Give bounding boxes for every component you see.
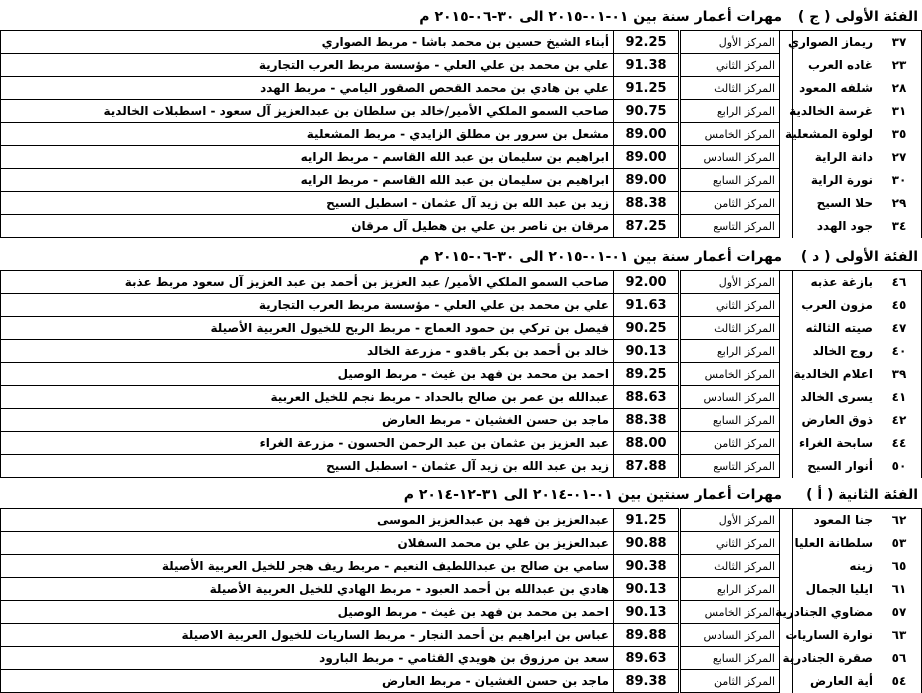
horse-name: أية العارض	[793, 670, 878, 693]
category-label: الفئة الأولى ( د )	[800, 249, 918, 265]
column-gap	[780, 363, 793, 386]
column-gap	[780, 509, 793, 532]
results-section	[0, 244, 922, 478]
score-value: 90.38	[614, 555, 680, 578]
table-row	[1, 317, 922, 340]
entry-number: ٣٤	[877, 215, 922, 238]
column-gap	[780, 409, 793, 432]
owner-name: هادي بن عبدالله بن أحمد العبود - مربط الهادي للخيل العربية الأصيلة	[1, 578, 614, 601]
entry-number: ٦٥	[877, 555, 922, 578]
score-value: 90.88	[614, 532, 680, 555]
entry-number: ٤٠	[877, 340, 922, 363]
place-label: المركز الخامس	[680, 123, 780, 146]
category-label: الفئة الثانية ( أ )	[806, 487, 918, 503]
column-gap	[780, 317, 793, 340]
horse-name: دانة الراية	[793, 146, 878, 169]
score-value: 88.00	[614, 432, 680, 455]
section-title: مهرات أعمار سنتين بين ٠١-٠١-٢٠١٤ الى ٣١-١٢-٢٠١٤ م	[403, 487, 782, 503]
score-value: 88.63	[614, 386, 680, 409]
horse-name: غرسة الخالدية	[793, 100, 878, 123]
column-gap	[780, 215, 793, 238]
table-row	[1, 532, 922, 555]
place-label: المركز الأول	[680, 271, 780, 294]
owner-name: احمد بن محمد بن فهد بن غيث - مربط الوصيل	[1, 363, 614, 386]
table-row	[1, 169, 922, 192]
horse-name: شلفه المعود	[793, 77, 878, 100]
entry-number: ٣٥	[877, 123, 922, 146]
table-row	[1, 54, 922, 77]
entry-number: ٣٩	[877, 363, 922, 386]
column-gap	[780, 192, 793, 215]
score-value: 87.88	[614, 455, 680, 478]
entry-number: ٤٢	[877, 409, 922, 432]
section-header	[0, 244, 922, 270]
entry-number: ٤٥	[877, 294, 922, 317]
owner-name: مرقان بن ناصر بن علي بن هطيل آل مرقان	[1, 215, 614, 238]
table-row	[1, 77, 922, 100]
column-gap	[780, 386, 793, 409]
entry-number: ٤٦	[877, 271, 922, 294]
place-label: المركز السادس	[680, 624, 780, 647]
results-section	[0, 4, 922, 238]
table-row	[1, 146, 922, 169]
column-gap	[780, 294, 793, 317]
place-label: المركز الثامن	[680, 670, 780, 693]
owner-name: صاحب السمو الملكي الأمير/ عبد العزيز بن أحمد بن عبد العزيز آل سعود مربط عذبة	[1, 271, 614, 294]
horse-name: روج الخالد	[793, 340, 878, 363]
horse-name: زينه	[793, 555, 878, 578]
entry-number: ٦١	[877, 578, 922, 601]
owner-name: ابراهيم بن سليمان بن عبد الله القاسم - مربط الرايه	[1, 169, 614, 192]
score-value: 87.25	[614, 215, 680, 238]
horse-name: اعلام الخالدية	[793, 363, 878, 386]
place-label: المركز الرابع	[680, 340, 780, 363]
entry-number: ٢٩	[877, 192, 922, 215]
place-label: المركز الثاني	[680, 294, 780, 317]
horse-name: نوارة الساريات	[793, 624, 878, 647]
score-value: 89.63	[614, 647, 680, 670]
place-label: المركز الأول	[680, 31, 780, 54]
place-label: المركز السابع	[680, 169, 780, 192]
horse-name: أنوار السيح	[793, 455, 878, 478]
owner-name: عبدالعزيز بن فهد بن عبدالعزيز الموسى	[1, 509, 614, 532]
score-value: 91.63	[614, 294, 680, 317]
table-row	[1, 432, 922, 455]
score-value: 90.13	[614, 340, 680, 363]
entry-number: ٥٤	[877, 670, 922, 693]
table-row	[1, 100, 922, 123]
owner-name: ماجد بن حسن الغشيان - مربط العارض	[1, 409, 614, 432]
horse-name: ذوق العارض	[793, 409, 878, 432]
table-row	[1, 670, 922, 693]
score-value: 91.38	[614, 54, 680, 77]
horse-name: ايليا الجمال	[793, 578, 878, 601]
table-row	[1, 271, 922, 294]
place-label: المركز الخامس	[680, 601, 780, 624]
table-row	[1, 294, 922, 317]
owner-name: فيصل بن تركي بن حمود العماج - مربط الريح للخيول العربية الأصيلة	[1, 317, 614, 340]
entry-number: ٤١	[877, 386, 922, 409]
horse-name: ريماز الصواري	[793, 31, 878, 54]
horse-name: سابحة الغراء	[793, 432, 878, 455]
owner-name: ابراهيم بن سليمان بن عبد الله القاسم - مربط الرايه	[1, 146, 614, 169]
entry-number: ٢٨	[877, 77, 922, 100]
score-value: 91.25	[614, 77, 680, 100]
owner-name: علي بن محمد بن علي العلي - مؤسسة مربط العرب التجارية	[1, 294, 614, 317]
column-gap	[780, 670, 793, 693]
place-label: المركز الثالث	[680, 77, 780, 100]
score-value: 88.38	[614, 192, 680, 215]
table-row	[1, 509, 922, 532]
score-value: 90.25	[614, 317, 680, 340]
score-value: 89.00	[614, 123, 680, 146]
table-row	[1, 123, 922, 146]
owner-name: ماجد بن حسن الغشيان - مربط العارض	[1, 670, 614, 693]
results-table	[0, 508, 922, 693]
results-table	[0, 30, 922, 238]
owner-name: عبدالله بن عمر بن صالح بالحداد - مربط نجم للخيل العربية	[1, 386, 614, 409]
column-gap	[780, 455, 793, 478]
horse-name: بازغة عذبه	[793, 271, 878, 294]
score-value: 89.00	[614, 169, 680, 192]
score-value: 90.13	[614, 578, 680, 601]
table-row	[1, 215, 922, 238]
entry-number: ٦٢	[877, 509, 922, 532]
column-gap	[780, 54, 793, 77]
horse-name: مضاوي الجنادرية	[793, 601, 878, 624]
table-row	[1, 409, 922, 432]
place-label: المركز الثامن	[680, 192, 780, 215]
place-label: المركز الثالث	[680, 555, 780, 578]
place-label: المركز السادس	[680, 146, 780, 169]
owner-name: سعد بن مرزوق بن هويدي القثامي - مربط البارود	[1, 647, 614, 670]
owner-name: سامي بن صالح بن عبداللطيف النعيم - مربط ريف هجر للخيل العربية الأصيلة	[1, 555, 614, 578]
column-gap	[780, 77, 793, 100]
section-header	[0, 482, 922, 508]
section-header	[0, 4, 922, 30]
column-gap	[780, 271, 793, 294]
table-row	[1, 647, 922, 670]
entry-number: ٤٤	[877, 432, 922, 455]
entry-number: ٤٧	[877, 317, 922, 340]
entry-number: ٥٣	[877, 532, 922, 555]
place-label: المركز السابع	[680, 647, 780, 670]
section-title: مهرات أعمار سنة بين ٠١-٠١-٢٠١٥ الى ٣٠-٠٦-٢٠١٥ م	[419, 9, 782, 25]
entry-number: ٣٧	[877, 31, 922, 54]
column-gap	[780, 169, 793, 192]
horse-name: لولوة المشعلية	[793, 123, 878, 146]
place-label: المركز التاسع	[680, 455, 780, 478]
place-label: المركز التاسع	[680, 215, 780, 238]
table-row	[1, 601, 922, 624]
owner-name: علي بن محمد بن علي العلي - مؤسسة مربط العرب التجارية	[1, 54, 614, 77]
table-row	[1, 31, 922, 54]
score-value: 91.25	[614, 509, 680, 532]
table-row	[1, 192, 922, 215]
score-value: 89.38	[614, 670, 680, 693]
score-value: 90.13	[614, 601, 680, 624]
owner-name: أبناء الشيخ حسين بن محمد باشا - مربط الصواري	[1, 31, 614, 54]
entry-number: ٥٠	[877, 455, 922, 478]
horse-name: نورة الراية	[793, 169, 878, 192]
entry-number: ٢٧	[877, 146, 922, 169]
place-label: المركز الثاني	[680, 532, 780, 555]
column-gap	[780, 432, 793, 455]
owner-name: علي بن هادي بن محمد القحص الصقور اليامي - مربط الهدد	[1, 77, 614, 100]
place-label: المركز الأول	[680, 509, 780, 532]
owner-name: احمد بن محمد بن فهد بن غيث - مربط الوصيل	[1, 601, 614, 624]
place-label: المركز الرابع	[680, 100, 780, 123]
owner-name: خالد بن أحمد بن بكر باقدو - مزرعة الخالد	[1, 340, 614, 363]
horse-name: جنا المعود	[793, 509, 878, 532]
table-row	[1, 363, 922, 386]
horse-name: سلطانة العليا	[793, 532, 878, 555]
column-gap	[780, 532, 793, 555]
horse-name: يسرى الخالد	[793, 386, 878, 409]
score-value: 90.75	[614, 100, 680, 123]
place-label: المركز السادس	[680, 386, 780, 409]
place-label: المركز الثاني	[680, 54, 780, 77]
owner-name: مشعل بن سرور بن مطلق الزايدي - مربط المشعلية	[1, 123, 614, 146]
table-row	[1, 555, 922, 578]
place-label: المركز السابع	[680, 409, 780, 432]
score-value: 89.88	[614, 624, 680, 647]
column-gap	[780, 555, 793, 578]
owner-name: عباس بن ابراهيم بن أحمد النجار - مربط الساريات للخيول العربية الاصيلة	[1, 624, 614, 647]
column-gap	[780, 340, 793, 363]
place-label: المركز الثامن	[680, 432, 780, 455]
results-table	[0, 270, 922, 478]
table-row	[1, 386, 922, 409]
place-label: المركز الرابع	[680, 578, 780, 601]
owner-name: زيد بن عبد الله بن زيد آل عثمان - اسطبل السيح	[1, 455, 614, 478]
place-label: المركز الخامس	[680, 363, 780, 386]
column-gap	[780, 146, 793, 169]
horse-name: صيته الثالثه	[793, 317, 878, 340]
owner-name: صاحب السمو الملكي الأمير/خالد بن سلطان بن عبدالعزيز آل سعود - اسطبلات الخالدية	[1, 100, 614, 123]
table-row	[1, 624, 922, 647]
entry-number: ٥٦	[877, 647, 922, 670]
owner-name: عبدالعزيز بن علي بن محمد السفلان	[1, 532, 614, 555]
table-row	[1, 578, 922, 601]
horse-name: صقرة الجنادرية	[793, 647, 878, 670]
section-title: مهرات أعمار سنة بين ٠١-٠١-٢٠١٥ الى ٣٠-٠٦-٢٠١٥ م	[419, 249, 782, 265]
column-gap	[780, 578, 793, 601]
table-row	[1, 455, 922, 478]
score-value: 88.38	[614, 409, 680, 432]
entry-number: ٦٣	[877, 624, 922, 647]
results-section	[0, 482, 922, 693]
score-value: 92.25	[614, 31, 680, 54]
owner-name: زيد بن عبد الله بن زيد آل عثمان - اسطبل السيح	[1, 192, 614, 215]
horse-name: مزون العرب	[793, 294, 878, 317]
horse-name: جود الهدد	[793, 215, 878, 238]
entry-number: ٢٣	[877, 54, 922, 77]
horse-name: غاده العرب	[793, 54, 878, 77]
place-label: المركز الثالث	[680, 317, 780, 340]
owner-name: عبد العزيز بن عثمان بن عبد الرحمن الحسون - مزرعة الغراء	[1, 432, 614, 455]
score-value: 89.00	[614, 146, 680, 169]
score-value: 89.25	[614, 363, 680, 386]
table-row	[1, 340, 922, 363]
entry-number: ٣٠	[877, 169, 922, 192]
category-label: الفئة الأولى ( ج )	[797, 9, 918, 25]
horse-name: حلا السيح	[793, 192, 878, 215]
entry-number: ٥٧	[877, 601, 922, 624]
score-value: 92.00	[614, 271, 680, 294]
entry-number: ٣١	[877, 100, 922, 123]
